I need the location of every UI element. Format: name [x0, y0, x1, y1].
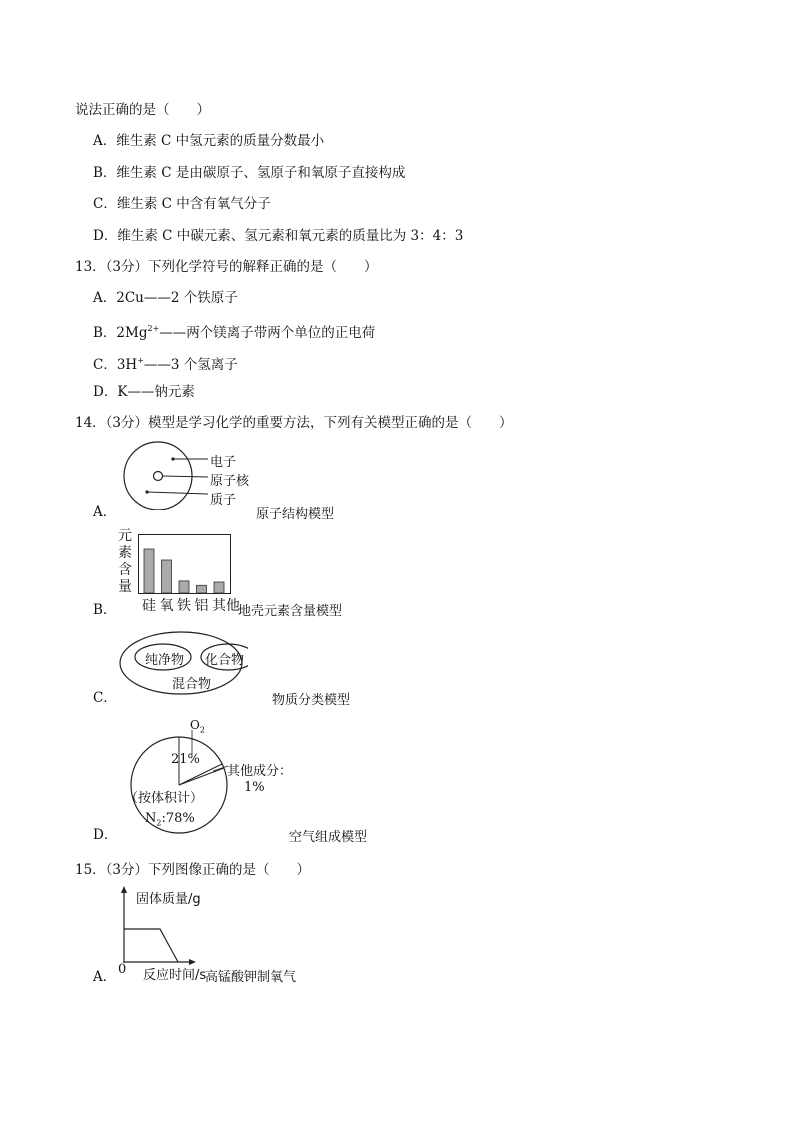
label-compound: 化合物: [205, 653, 245, 668]
bar-铁: [179, 581, 189, 593]
nucleus-line: [163, 476, 208, 477]
q13-option-c: C．3H+——3 个氢离子: [93, 356, 238, 373]
element-content-bar-chart: [138, 534, 233, 596]
label-by-volume: （按体积计）: [125, 791, 204, 806]
label-o2-percent: 21%: [171, 752, 200, 767]
q14-stem: 14．（3分）模型是学习化学的重要方法，下列有关模型正确的是（ ）: [75, 415, 513, 431]
bar-chart-categories: [140, 595, 240, 613]
q15-a-letter: A．: [93, 969, 117, 985]
q13-option-b: B．$2Mg^{2+}——$两个镁离子带两个单位的正电荷: [93, 324, 376, 341]
label-mixture: 混合物: [172, 677, 212, 692]
nucleus-circle: [154, 472, 163, 481]
label-other: 其他成分：: [227, 764, 293, 779]
graph-xlabel: 反应时间/s: [143, 968, 207, 983]
q12-option-b: B．维生素 C 是由碳原子、氢原子和氧原子直接构成: [93, 165, 406, 181]
q15-a-caption: 高锰酸钾制氧气: [205, 970, 297, 985]
graph-origin: 0: [118, 962, 127, 977]
bar-chart-ylabel: 元 素 含 量: [118, 528, 132, 595]
label-pure-substance: 纯净物: [145, 653, 185, 668]
label-o2: $O_2$: [190, 718, 205, 735]
y-axis-arrow: [121, 886, 127, 893]
category-label: 氧: [159, 598, 174, 614]
bar-硅: [144, 549, 154, 593]
q14-b-letter: B．: [93, 602, 117, 618]
q14-c-letter: C．: [93, 690, 117, 706]
q14-c-caption: 物质分类模型: [272, 693, 351, 708]
q13-stem: 13．（3分）下列化学符号的解释正确的是（ ）: [75, 259, 378, 275]
atom-model-diagram: [118, 440, 218, 510]
graph-ylabel: 固体质量/g: [136, 892, 201, 907]
category-label: 硅: [142, 598, 156, 614]
label-proton: 质子: [210, 493, 237, 508]
q14-d-letter: D．: [93, 827, 118, 843]
label-electron: 电子: [210, 455, 237, 470]
bar-氧: [162, 560, 172, 593]
q14-a-caption: 原子结构模型: [256, 507, 335, 522]
q12-option-c: C．维生素 C 中含有氧气分子: [93, 196, 271, 212]
label-other-percent: 1%: [244, 780, 265, 795]
q13-option-a: A．2Cu——2 个铁原子: [93, 290, 238, 306]
category-label: 铁: [177, 598, 191, 614]
q12-stem-tail: 说法正确的是（ ）: [75, 102, 210, 118]
category-label: 其他: [212, 598, 240, 614]
q13-option-d: D．K——钠元素: [93, 384, 195, 400]
pie-divider-o2: [179, 764, 222, 785]
mass-curve: [124, 929, 178, 962]
q14-d-caption: 空气组成模型: [289, 830, 368, 845]
q12-option-a: A．维生素 C 中氢元素的质量分数最小: [93, 133, 325, 149]
label-n2: $N_2:78\%$: [145, 811, 195, 828]
q14-b-caption: 地壳元素含量模型: [238, 604, 343, 619]
q12-option-d: D．维生素 C 中碳元素、氢元素和氧元素的质量比为 3：4：3: [93, 228, 464, 244]
proton-line: [147, 492, 208, 494]
bar-其他: [214, 582, 224, 593]
bar-铝: [197, 585, 207, 593]
q15-stem: 15．（3分）下列图像正确的是（ ）: [75, 862, 311, 878]
label-nucleus: 原子核: [210, 474, 250, 489]
category-label: 铝: [194, 598, 209, 614]
q14-a-letter: A．: [93, 504, 117, 520]
pie-divider-other: [179, 768, 224, 785]
